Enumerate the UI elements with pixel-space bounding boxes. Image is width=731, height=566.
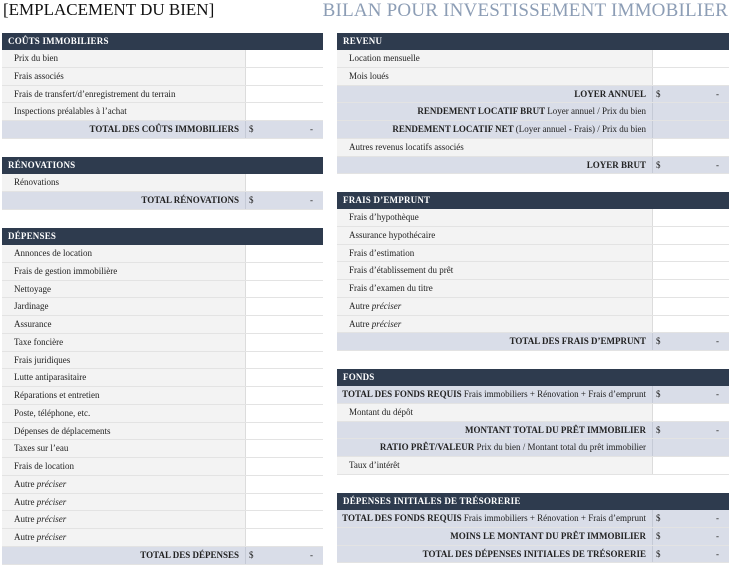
table-row: [337, 209, 729, 227]
total-label: [337, 510, 652, 527]
row-label: Assurance: [2, 316, 245, 333]
row-label[interactable]: [337, 298, 652, 315]
row-label: Frais associés: [2, 68, 245, 85]
table-row: [337, 280, 729, 298]
row-label: Frais d’établissement du prêt: [337, 262, 652, 279]
table-row: [2, 174, 323, 192]
property-location-title[interactable]: [EMPLACEMENT DU BIEN]: [3, 0, 215, 19]
total-label: [337, 386, 652, 403]
preciser-placeholder: préciser: [371, 318, 402, 329]
table-row: [2, 334, 323, 352]
empty-value: -: [310, 549, 313, 560]
ratio-label: RATIO PRÊT/VALEUR: [379, 442, 475, 453]
table-row: [2, 245, 323, 263]
row-label: Poste, téléphone, etc.: [2, 405, 245, 422]
row-label: Taux d’intérêt: [337, 457, 652, 474]
value-cell[interactable]: [245, 511, 323, 528]
empty-value: -: [716, 389, 719, 399]
table-row: [2, 68, 323, 86]
value-cell[interactable]: [245, 387, 323, 404]
table-row: [337, 68, 729, 86]
total-row: [337, 333, 729, 351]
total-fonds-label: TOTAL DES FONDS REQUIS: [342, 389, 462, 399]
row-label[interactable]: [2, 494, 245, 511]
value-cell[interactable]: [245, 405, 323, 422]
total-value-cell: [652, 333, 729, 350]
section-tresorerie: [337, 493, 729, 563]
total-fonds-note: Frais immobiliers + Rénovation + Frais d’emprunt: [463, 389, 646, 399]
row-label: Jardinage: [2, 298, 245, 315]
row-label: Rénovations: [2, 174, 245, 191]
value-cell[interactable]: [245, 334, 323, 351]
row-label: Inspections préalables à l’achat: [2, 103, 245, 120]
table-row: [2, 263, 323, 281]
autre-label: Autre: [14, 478, 35, 489]
total-row: [337, 103, 729, 121]
value-cell[interactable]: [245, 50, 323, 67]
row-label: Location mensuelle: [337, 50, 652, 67]
total-fonds-note: Frais immobiliers + Rénovation + Frais d’emprunt: [463, 513, 646, 523]
section-revenu: [337, 33, 729, 174]
value-cell[interactable]: [245, 529, 323, 546]
total-value-cell: [652, 439, 729, 456]
value-cell[interactable]: [245, 103, 323, 120]
page-title: BILAN POUR INVESTISSEMENT IMMOBILIER: [322, 0, 728, 21]
total-row: [337, 510, 729, 528]
rendement-brut-note: Loyer annuel / Prix du bien: [547, 106, 646, 117]
table-row: [337, 262, 729, 280]
table-row: [2, 316, 323, 334]
table-row: [2, 387, 323, 405]
total-label: TOTAL DES DÉPENSES INITIALES DE TRÉSORERIE: [337, 546, 652, 563]
value-cell[interactable]: [652, 50, 729, 67]
value-cell[interactable]: [245, 369, 323, 386]
total-value-cell: [245, 192, 323, 209]
total-label: TOTAL DES FRAIS D’EMPRUNT: [337, 333, 652, 350]
total-row: [337, 386, 729, 404]
value-cell[interactable]: [245, 281, 323, 298]
value-cell[interactable]: [652, 457, 729, 474]
section-header: COÛTS IMMOBILIERS: [2, 33, 323, 50]
table-row: [2, 405, 323, 423]
ratio-note: Prix du bien / Montant total du prêt immobilier: [476, 442, 646, 453]
table-row: [337, 50, 729, 68]
currency-symbol: $: [656, 88, 661, 99]
total-label: [337, 439, 652, 456]
table-row: [337, 139, 729, 157]
section-frais-emprunt: [337, 192, 729, 351]
empty-value: -: [310, 124, 313, 134]
autre-label: Autre: [349, 300, 370, 311]
value-cell[interactable]: [652, 280, 729, 297]
table-row: [2, 103, 323, 121]
section-couts-immobiliers: [2, 33, 323, 139]
total-label: [337, 103, 652, 120]
value-cell[interactable]: [652, 209, 729, 226]
currency-symbol: $: [249, 194, 254, 205]
total-value-cell: [652, 121, 729, 138]
table-row: [2, 281, 323, 299]
autre-label: Autre: [349, 318, 370, 329]
empty-value: -: [310, 194, 313, 205]
preciser-placeholder: préciser: [36, 514, 67, 525]
preciser-placeholder: préciser: [36, 532, 67, 542]
row-label: Frais de location: [2, 458, 245, 475]
value-cell[interactable]: [245, 440, 323, 457]
value-cell[interactable]: [245, 458, 323, 475]
total-label: TOTAL RÉNOVATIONS: [2, 192, 245, 209]
table-row: [337, 457, 729, 475]
total-label: [337, 121, 652, 138]
empty-value: -: [716, 424, 719, 435]
total-fonds-label: TOTAL DES FONDS REQUIS: [342, 513, 462, 523]
row-label: Lutte antiparasitaire: [2, 369, 245, 386]
value-cell[interactable]: [245, 174, 323, 191]
section-depenses: [2, 228, 323, 565]
total-row: [337, 546, 729, 564]
rendement-net-note: (Loyer annuel - Frais) / Prix du bien: [515, 124, 646, 134]
total-value-cell: [652, 103, 729, 120]
section-header: DÉPENSES INITIALES DE TRÉSORERIE: [337, 493, 729, 510]
value-cell[interactable]: [245, 423, 323, 440]
section-header: RÉNOVATIONS: [2, 157, 323, 174]
total-row: [2, 192, 323, 210]
value-cell[interactable]: [652, 139, 729, 156]
row-label: Taxe foncière: [2, 334, 245, 351]
total-value-cell: [652, 546, 729, 563]
value-cell[interactable]: [652, 298, 729, 315]
preciser-placeholder: préciser: [36, 478, 67, 489]
row-label: Frais de transfert/d’enregistrement du terrain: [2, 86, 245, 103]
table-row: [2, 86, 323, 104]
value-cell[interactable]: [245, 352, 323, 369]
row-label: Assurance hypothécaire: [337, 227, 652, 244]
row-label: Frais juridiques: [2, 352, 245, 369]
row-label: Nettoyage: [2, 281, 245, 298]
total-label: TOTAL DES COÛTS IMMOBILIERS: [2, 121, 245, 138]
value-cell[interactable]: [652, 245, 729, 262]
empty-value: -: [716, 530, 719, 541]
table-row: [2, 50, 323, 68]
table-row: [2, 458, 323, 476]
value-cell[interactable]: [652, 68, 729, 85]
currency-symbol: $: [656, 159, 661, 170]
total-value-cell: [245, 547, 323, 564]
row-label: Frais de gestion immobilière: [2, 263, 245, 280]
total-row: [337, 528, 729, 546]
currency-symbol: $: [656, 336, 661, 347]
row-label[interactable]: [2, 476, 245, 493]
total-value-cell: [652, 86, 729, 103]
value-cell[interactable]: [245, 263, 323, 280]
table-row: [2, 494, 323, 512]
table-row: [337, 404, 729, 422]
total-row: [337, 86, 729, 104]
table-row: [2, 423, 323, 441]
row-label: Taxes sur l’eau: [2, 440, 245, 457]
row-label: Frais d’examen du titre: [337, 280, 652, 297]
row-label: Annonces de location: [2, 245, 245, 262]
value-cell[interactable]: [245, 298, 323, 315]
empty-value: -: [716, 88, 719, 99]
row-label: Frais d’hypothèque: [337, 209, 652, 226]
value-cell[interactable]: [652, 404, 729, 421]
empty-value: -: [716, 159, 719, 170]
value-cell[interactable]: [245, 68, 323, 85]
table-row: [2, 511, 323, 529]
row-label: Montant du dépôt: [337, 404, 652, 421]
currency-symbol: $: [656, 389, 661, 399]
empty-value: -: [716, 513, 719, 523]
total-label: LOYER BRUT: [337, 157, 652, 174]
row-label: Dépenses de déplacements: [2, 423, 245, 440]
section-header: DÉPENSES: [2, 228, 323, 245]
preciser-placeholder: préciser: [371, 300, 402, 311]
rendement-net-label: RENDEMENT LOCATIF NET: [392, 124, 514, 134]
empty-value: -: [716, 336, 719, 347]
total-row: [337, 157, 729, 175]
row-label: Mois loués: [337, 68, 652, 85]
value-cell[interactable]: [652, 316, 729, 333]
section-header: FRAIS D’EMPRUNT: [337, 192, 729, 209]
total-row: [2, 121, 323, 139]
section-renovations: [2, 157, 323, 210]
total-label: TOTAL DES DÉPENSES: [2, 547, 245, 564]
section-header: FONDS: [337, 369, 729, 386]
value-cell[interactable]: [652, 227, 729, 244]
value-cell[interactable]: [245, 316, 323, 333]
total-value-cell: [652, 422, 729, 439]
currency-symbol: $: [249, 549, 254, 560]
table-row: [2, 369, 323, 387]
total-value-cell: [652, 157, 729, 174]
currency-symbol: $: [656, 548, 661, 559]
row-label[interactable]: [337, 316, 652, 333]
total-label: MONTANT TOTAL DU PRÊT IMMOBILIER: [337, 422, 652, 439]
currency-symbol: $: [656, 530, 661, 541]
table-row: [2, 440, 323, 458]
autre-label: Autre: [14, 532, 35, 542]
table-row: [2, 529, 323, 547]
section-fonds: [337, 369, 729, 475]
value-cell[interactable]: [652, 262, 729, 279]
value-cell[interactable]: [245, 245, 323, 262]
value-cell[interactable]: [245, 86, 323, 103]
autre-label: Autre: [14, 496, 35, 507]
currency-symbol: $: [249, 124, 254, 134]
total-value-cell: [652, 386, 729, 403]
currency-symbol: $: [656, 513, 661, 523]
row-label[interactable]: [2, 511, 245, 528]
row-label: Frais d’estimation: [337, 245, 652, 262]
total-label: LOYER ANNUEL: [337, 86, 652, 103]
total-row: [337, 121, 729, 139]
total-row: [337, 422, 729, 440]
table-row: [2, 352, 323, 370]
currency-symbol: $: [656, 424, 661, 435]
total-value-cell: [245, 121, 323, 138]
rendement-brut-label: RENDEMENT LOCATIF BRUT: [417, 106, 546, 117]
total-row: [2, 547, 323, 565]
empty-value: -: [716, 548, 719, 559]
table-row: [337, 227, 729, 245]
section-header: REVENU: [337, 33, 729, 50]
table-row: [337, 245, 729, 263]
total-value-cell: [652, 510, 729, 527]
total-row: [337, 439, 729, 457]
table-row: [2, 298, 323, 316]
row-label: Réparations et entretien: [2, 387, 245, 404]
row-label: Autres revenus locatifs associés: [337, 139, 652, 156]
table-row: [2, 476, 323, 494]
preciser-placeholder: préciser: [36, 496, 67, 507]
total-value-cell: [652, 528, 729, 545]
value-cell[interactable]: [245, 476, 323, 493]
total-label: MOINS LE MONTANT DU PRÊT IMMOBILIER: [337, 528, 652, 545]
row-label: Prix du bien: [2, 50, 245, 67]
row-label[interactable]: [2, 529, 245, 546]
table-row: [337, 316, 729, 334]
value-cell[interactable]: [245, 494, 323, 511]
autre-label: Autre: [14, 514, 35, 525]
table-row: [337, 298, 729, 316]
